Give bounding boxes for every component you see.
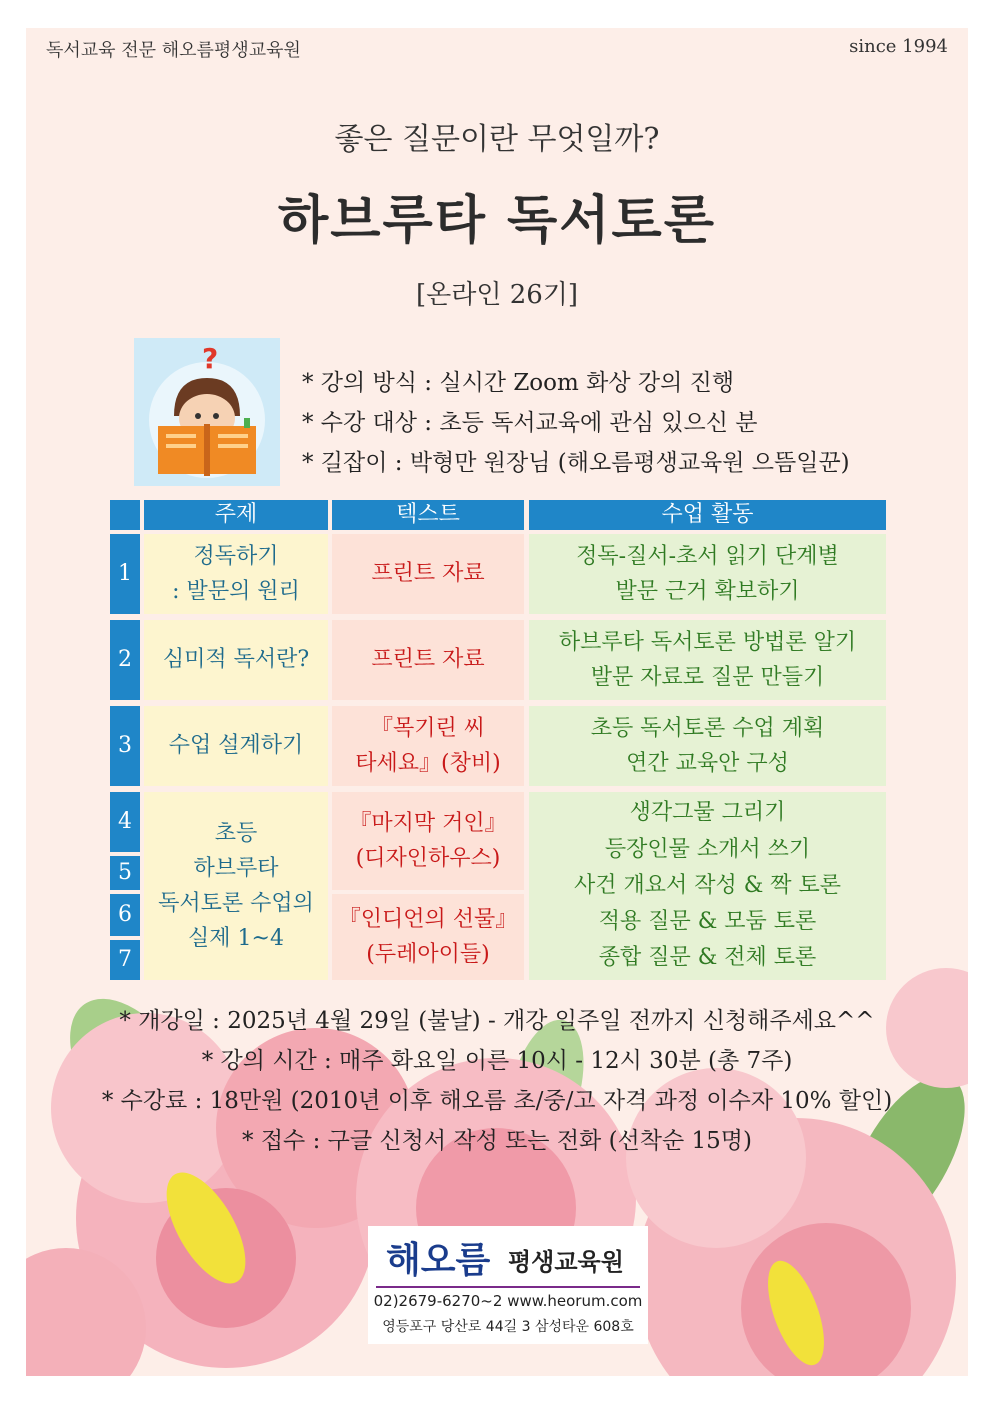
page-title: 하브루타 독서토론: [278, 191, 716, 251]
row-number: 5: [110, 856, 140, 890]
academy-logo-box: [368, 1226, 648, 1344]
row-number: 4: [110, 792, 140, 852]
activity-line: 연간 교육안 구성: [626, 751, 789, 776]
note-registration: * 접수 : 구글 신청서 작성 또는 전화 (선착순 15명): [242, 1128, 752, 1154]
activity-line: 정독-질서-초서 읽기 단계별: [576, 543, 839, 569]
logo-name: 평생교육원: [508, 1248, 624, 1276]
logo-address: 영등포구 당산로 44길 3 삼성타운 608호: [382, 1319, 634, 1335]
activity-line: 발문 근거 확보하기: [615, 579, 800, 604]
topic-line: 초등: [214, 820, 258, 846]
question-mark-icon: ?: [202, 342, 219, 375]
note-start-date: * 개강일 : 2025년 4월 29일 (불날) - 개강 일주일 전까지 신청해주세요^^: [119, 1008, 875, 1034]
text-line: 『마지막 거인』: [349, 810, 507, 836]
poster-page: [26, 28, 968, 1376]
text-line: 『목기린 씨: [370, 715, 485, 741]
text-cell: [332, 894, 524, 980]
activity-line: 하브루타 독서토론 방법론 알기: [558, 629, 857, 655]
table-header-text: 텍스트: [332, 500, 524, 530]
note-class-time: * 강의 시간 : 매주 화요일 이른 10시 - 12시 30분 (총 7주): [201, 1048, 793, 1074]
activity-cell: [529, 792, 886, 980]
info-target: * 수강 대상 : 초등 독서교육에 관심 있으신 분: [302, 410, 758, 436]
text-cell: [332, 620, 524, 700]
topic-cell: [144, 620, 328, 700]
reading-child-illustration: [134, 338, 280, 486]
topic-line: 독서토론 수업의: [158, 891, 314, 916]
logo-contact: 02)2679-6270~2 www.heorum.com: [373, 1292, 643, 1310]
text-line: 프린트 자료: [371, 561, 485, 587]
text-cell: [332, 706, 524, 786]
activity-line: 생각그물 그리기: [629, 800, 786, 826]
row-number: 6: [110, 894, 140, 936]
text-line: (디자인하우스): [355, 846, 501, 871]
row-number: 2: [110, 620, 140, 700]
info-instructor: * 길잡이 : 박형만 원장님 (해오름평생교육원 으뜸일꾼): [302, 450, 850, 476]
topic-cell: [144, 792, 328, 980]
text-cell: [332, 534, 524, 614]
subtitle: 좋은 질문이란 무엇일까?: [334, 122, 660, 157]
since-year: since 1994: [849, 36, 948, 57]
row-number: 1: [110, 534, 140, 614]
topic-cell: [144, 534, 328, 614]
activity-cell: [529, 620, 886, 700]
table-header-topic: 주제: [144, 500, 328, 530]
edition-label: [온라인 26기]: [415, 280, 579, 310]
activity-line: 적용 질문 & 모둠 토론: [598, 909, 817, 935]
text-line: 『인디언의 선물』: [338, 906, 518, 932]
topic-line: 수업 설계하기: [168, 733, 304, 759]
activity-line: 초등 독서토론 수업 계획: [590, 715, 825, 741]
topic-line: 하브루타: [193, 855, 279, 881]
logo-mark: 해오름: [386, 1240, 491, 1281]
activity-line: 종합 질문 & 전체 토론: [598, 945, 817, 971]
table-header-activity: 수업 활동: [529, 500, 886, 530]
topic-line: 정독하기: [193, 543, 279, 569]
activity-line: 등장인물 소개서 쓰기: [604, 836, 811, 862]
row-number: 7: [110, 940, 140, 980]
topic-cell: [144, 706, 328, 786]
academy-tagline: 독서교육 전문 해오름평생교육원: [46, 40, 301, 61]
activity-cell: [529, 534, 886, 614]
topic-line: 심미적 독서란?: [162, 647, 310, 673]
activity-line: 사건 개요서 작성 & 짝 토론: [573, 872, 842, 898]
row-number: 3: [110, 706, 140, 786]
activity-cell: [529, 706, 886, 786]
text-cell: [332, 792, 524, 890]
logo-divider: [376, 1286, 640, 1288]
note-fee: * 수강료 : 18만원 (2010년 이후 해오름 초/중/고 자격 과정 이수자 10% 할인): [101, 1088, 893, 1114]
table-header-number: [110, 500, 140, 530]
text-line: 타세요』(창비): [355, 751, 501, 776]
info-method: * 강의 방식 : 실시간 Zoom 화상 강의 진행: [302, 370, 735, 396]
topic-line: 실제 1~4: [188, 926, 284, 952]
activity-line: 발문 자료로 질문 만들기: [590, 665, 825, 690]
text-line: (두레아이들): [366, 942, 490, 967]
text-line: 프린트 자료: [371, 647, 485, 673]
topic-line: : 발문의 원리: [172, 579, 300, 604]
